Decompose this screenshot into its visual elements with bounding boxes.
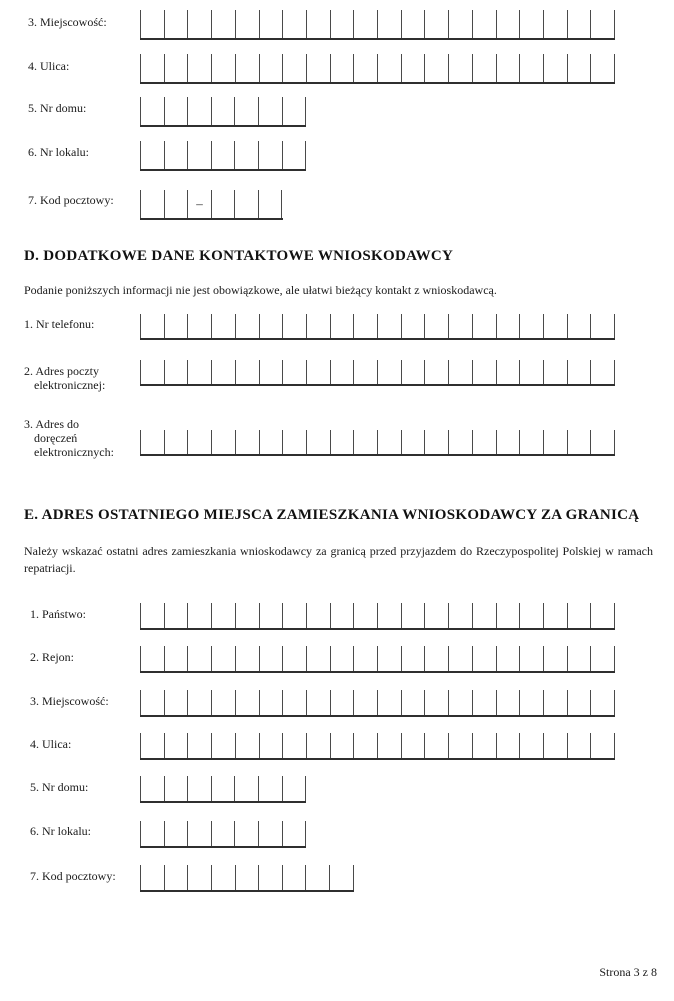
comb-cell[interactable] [567,360,591,384]
comb-cell[interactable] [282,690,306,715]
comb-cell[interactable] [211,646,235,671]
label-ulica: 4. Ulica: [30,737,72,751]
comb-cell[interactable] [401,646,425,671]
comb-cell[interactable] [590,690,615,715]
comb-cell[interactable] [235,690,259,715]
comb-cell[interactable] [590,733,615,758]
comb-cell[interactable] [306,360,330,384]
label-nr-domu: 5. Nr domu: [30,780,89,794]
label-adres-do-doreczen: 3. Adres do doręczeń elektronicznych: [24,417,114,459]
comb-cell[interactable] [235,314,259,338]
comb-field-ulica[interactable] [140,54,615,84]
comb-cell[interactable] [496,603,520,628]
comb-cell[interactable] [306,603,330,628]
comb-cell[interactable] [353,733,377,758]
comb-cell[interactable] [140,97,164,125]
comb-cell[interactable] [234,821,258,846]
section-d-title: D. DODATKOWE DANE KONTAKTOWE WNIOSKODAWCY [24,248,454,264]
comb-cell[interactable] [590,360,615,384]
label-miejscowosc: 3. Miejscowość: [30,694,109,708]
comb-cell[interactable] [259,646,283,671]
comb-cell[interactable] [401,430,425,454]
comb-cell[interactable] [448,314,472,338]
comb-cell[interactable] [164,690,188,715]
comb-cell[interactable] [330,314,354,338]
comb-cell[interactable] [140,733,164,758]
comb-cell[interactable] [259,690,283,715]
comb-cell[interactable] [211,10,235,38]
comb-cell[interactable] [519,646,543,671]
comb-cell[interactable] [543,690,567,715]
comb-cell[interactable] [187,865,211,890]
comb-cell[interactable] [424,360,448,384]
label-nr-lokalu: 6. Nr lokalu: [30,824,91,838]
comb-cell[interactable] [259,54,283,82]
comb-cell[interactable] [211,54,235,82]
comb-field-nr-lokalu[interactable] [140,821,306,848]
comb-cell[interactable] [330,54,354,82]
comb-cell[interactable] [377,430,401,454]
comb-cell[interactable] [140,314,164,338]
comb-cell[interactable] [282,603,306,628]
comb-cell[interactable] [211,190,235,218]
comb-cell[interactable] [258,821,282,846]
comb-cell[interactable] [330,10,354,38]
comb-cell[interactable] [259,10,283,38]
comb-cell[interactable] [187,97,211,125]
comb-cell[interactable] [424,690,448,715]
comb-cell[interactable] [377,360,401,384]
comb-cell[interactable] [472,430,496,454]
comb-cell[interactable] [211,97,235,125]
comb-cell[interactable] [306,54,330,82]
comb-cell[interactable] [496,733,520,758]
comb-cell[interactable] [448,430,472,454]
comb-cell[interactable] [567,10,591,38]
label-kod-pocztowy: 7. Kod pocztowy: [30,869,116,883]
comb-cell[interactable] [496,314,520,338]
comb-cell[interactable] [424,603,448,628]
comb-cell[interactable] [330,646,354,671]
comb-cell[interactable] [353,360,377,384]
comb-cell[interactable] [519,603,543,628]
comb-field-nr-domu[interactable] [140,97,306,127]
label-nr-domu: 5. Nr domu: [28,101,87,115]
comb-cell[interactable] [519,314,543,338]
comb-cell[interactable] [424,646,448,671]
comb-field-nr-domu[interactable] [140,776,306,803]
comb-cell[interactable] [519,54,543,82]
comb-cell[interactable] [306,10,330,38]
comb-cell[interactable] [330,430,354,454]
comb-cell[interactable] [306,733,330,758]
comb-cell[interactable] [164,141,188,169]
comb-cell[interactable] [140,690,164,715]
comb-cell[interactable] [282,10,306,38]
comb-cell[interactable] [590,430,615,454]
comb-cell[interactable] [496,690,520,715]
comb-cell[interactable] [235,865,259,890]
page-number: Strona 3 z 8 [599,965,657,979]
section-e-title: E. ADRES OSTATNIEGO MIEJSCA ZAMIESZKANIA WNIOSKODAWCY ZA GRANICĄ [24,507,640,523]
comb-cell[interactable] [543,314,567,338]
comb-cell[interactable] [140,646,164,671]
comb-cell[interactable] [164,54,188,82]
comb-cell[interactable] [353,10,377,38]
comb-cell[interactable] [424,10,448,38]
label-panstwo: 1. Państwo: [30,607,87,621]
comb-cell[interactable] [519,430,543,454]
comb-cell[interactable] [306,646,330,671]
comb-cell[interactable] [211,733,235,758]
comb-cell[interactable] [211,865,235,890]
comb-cell[interactable] [259,733,283,758]
comb-cell[interactable] [140,603,164,628]
comb-cell[interactable] [258,865,282,890]
comb-cell[interactable] [424,733,448,758]
comb-cell[interactable] [448,10,472,38]
comb-cell[interactable] [187,733,211,758]
comb-cell[interactable] [401,733,425,758]
comb-cell[interactable] [590,314,615,338]
comb-cell[interactable] [164,603,188,628]
comb-cell[interactable] [329,865,354,890]
comb-cell[interactable] [187,430,211,454]
comb-cell[interactable] [543,733,567,758]
comb-cell[interactable] [401,603,425,628]
comb-cell[interactable] [235,10,259,38]
comb-cell[interactable] [306,430,330,454]
comb-cell[interactable] [282,430,306,454]
comb-cell[interactable] [211,776,235,801]
comb-cell[interactable] [472,646,496,671]
comb-cell[interactable] [377,314,401,338]
comb-cell[interactable] [424,54,448,82]
comb-cell[interactable] [140,430,164,454]
comb-cell[interactable] [234,97,258,125]
comb-cell[interactable] [543,54,567,82]
comb-cell[interactable] [235,733,259,758]
comb-cell[interactable] [164,646,188,671]
comb-field-kod-pocztowy[interactable] [140,190,283,220]
comb-cell[interactable] [164,430,188,454]
label-ulica: 4. Ulica: [28,59,70,73]
comb-cell[interactable] [401,10,425,38]
comb-cell[interactable] [377,733,401,758]
comb-cell[interactable] [448,360,472,384]
comb-cell[interactable] [187,690,211,715]
comb-cell[interactable] [187,360,211,384]
comb-cell[interactable] [235,430,259,454]
comb-cell[interactable] [282,360,306,384]
comb-cell[interactable] [448,733,472,758]
comb-field-kod-pocztowy[interactable] [140,865,354,892]
comb-cell[interactable] [140,821,164,846]
comb-cell[interactable] [472,603,496,628]
comb-cell[interactable] [401,54,425,82]
comb-cell[interactable] [567,603,591,628]
comb-cell[interactable] [211,360,235,384]
comb-cell[interactable] [448,603,472,628]
comb-cell[interactable] [211,141,235,169]
label-nr-telefonu: 1. Nr telefonu: [24,317,95,331]
comb-cell[interactable] [590,54,615,82]
comb-cell[interactable] [282,733,306,758]
comb-cell[interactable] [567,733,591,758]
comb-cell[interactable] [401,360,425,384]
comb-cell[interactable] [140,360,164,384]
comb-cell[interactable] [472,314,496,338]
comb-cell[interactable] [330,690,354,715]
comb-cell[interactable] [543,10,567,38]
comb-cell[interactable] [496,54,520,82]
section-d-note: Podanie poniższych informacji nie jest obowiązkowe, ale ułatwi bieżący kontakt z wnioskodawcą. [24,283,497,297]
comb-cell[interactable] [306,314,330,338]
comb-cell[interactable] [211,314,235,338]
comb-cell[interactable] [211,430,235,454]
comb-field-nr-telefonu[interactable] [140,314,615,340]
comb-cell[interactable] [472,10,496,38]
comb-cell[interactable] [496,646,520,671]
comb-cell[interactable] [187,314,211,338]
comb-cell[interactable] [448,690,472,715]
comb-cell[interactable] [282,865,306,890]
comb-cell[interactable] [330,603,354,628]
comb-cell[interactable] [448,646,472,671]
comb-cell[interactable] [164,733,188,758]
comb-cell[interactable] [543,603,567,628]
comb-cell[interactable] [187,646,211,671]
comb-cell[interactable] [164,821,188,846]
comb-cell[interactable] [353,690,377,715]
comb-cell[interactable] [164,776,188,801]
comb-cell[interactable] [519,10,543,38]
comb-cell[interactable] [282,821,307,846]
comb-cell[interactable] [496,430,520,454]
comb-cell[interactable] [140,865,164,890]
comb-cell[interactable] [567,54,591,82]
label-miejscowosc: 3. Miejscowość: [28,15,107,29]
comb-cell[interactable] [235,646,259,671]
comb-cell[interactable] [448,54,472,82]
comb-cell[interactable] [140,776,164,801]
comb-cell[interactable] [259,430,283,454]
comb-cell[interactable] [282,97,307,125]
comb-cell[interactable] [590,603,615,628]
comb-cell[interactable] [187,776,211,801]
comb-cell[interactable] [377,603,401,628]
comb-cell[interactable] [164,865,188,890]
label-kod-pocztowy: 7. Kod pocztowy: [28,193,114,207]
comb-cell[interactable] [164,97,188,125]
comb-cell[interactable] [140,141,164,169]
comb-cell[interactable] [305,865,329,890]
comb-cell[interactable] [472,690,496,715]
comb-cell[interactable] [187,54,211,82]
comb-cell[interactable] [258,141,282,169]
postal-dash-cell: – [187,190,211,218]
comb-cell[interactable] [282,141,307,169]
label-adres-poczty: 2. Adres poczty elektronicznej: [24,364,106,392]
comb-cell[interactable] [259,603,283,628]
comb-field-adres-poczty[interactable] [140,360,615,386]
comb-cell[interactable] [235,360,259,384]
label-rejon: 2. Rejon: [30,650,74,664]
comb-cell[interactable] [282,314,306,338]
comb-field-adres-do-doreczen[interactable] [140,430,615,456]
comb-field-panstwo[interactable] [140,603,615,630]
comb-field-rejon[interactable] [140,646,615,673]
comb-cell[interactable] [424,430,448,454]
comb-cell[interactable] [472,733,496,758]
comb-cell[interactable] [282,646,306,671]
comb-cell[interactable] [590,10,615,38]
comb-cell[interactable] [140,54,164,82]
comb-cell[interactable] [567,430,591,454]
comb-cell[interactable] [353,646,377,671]
label-nr-lokalu: 6. Nr lokalu: [28,145,89,159]
comb-cell[interactable] [567,314,591,338]
comb-cell[interactable] [164,360,188,384]
comb-cell[interactable] [235,603,259,628]
comb-cell[interactable] [353,314,377,338]
comb-cell[interactable] [519,360,543,384]
comb-cell[interactable] [258,190,283,218]
comb-cell[interactable] [377,690,401,715]
comb-cell[interactable] [496,10,520,38]
comb-cell[interactable] [353,430,377,454]
comb-cell[interactable] [424,314,448,338]
comb-cell[interactable] [211,690,235,715]
comb-cell[interactable] [235,54,259,82]
comb-cell[interactable] [567,646,591,671]
comb-cell[interactable] [234,190,258,218]
comb-cell[interactable] [377,646,401,671]
comb-cell[interactable] [258,776,282,801]
comb-cell[interactable] [258,97,282,125]
comb-cell[interactable] [164,190,188,218]
comb-field-miejscowosc[interactable] [140,10,615,40]
comb-cell[interactable] [187,10,211,38]
comb-field-nr-lokalu[interactable] [140,141,306,171]
comb-cell[interactable] [472,360,496,384]
comb-cell[interactable] [164,10,188,38]
comb-cell[interactable] [306,690,330,715]
comb-cell[interactable] [187,603,211,628]
comb-cell[interactable] [282,54,306,82]
comb-cell[interactable] [164,314,188,338]
comb-cell[interactable] [543,430,567,454]
comb-cell[interactable] [567,690,591,715]
comb-cell[interactable] [259,314,283,338]
comb-cell[interactable] [519,690,543,715]
comb-cell[interactable] [353,54,377,82]
comb-cell[interactable] [496,360,520,384]
comb-cell[interactable] [543,360,567,384]
comb-cell[interactable] [140,10,164,38]
comb-cell[interactable] [543,646,567,671]
comb-cell[interactable] [353,603,377,628]
comb-cell[interactable] [472,54,496,82]
comb-field-ulica[interactable] [140,733,615,760]
section-e-note: Należy wskazać ostatni adres zamieszkania wnioskodawcy za granicą przed przyjazdem do Rzeczypospolitej Polskiej w ramach repatriacji. [24,544,653,575]
comb-cell[interactable] [234,141,258,169]
comb-cell[interactable] [211,821,235,846]
comb-cell[interactable] [330,733,354,758]
comb-cell[interactable] [519,733,543,758]
comb-cell[interactable] [140,190,164,218]
comb-field-miejscowosc[interactable] [140,690,615,717]
comb-cell[interactable] [377,54,401,82]
comb-cell[interactable] [234,776,258,801]
comb-cell[interactable] [377,10,401,38]
comb-cell[interactable] [187,141,211,169]
comb-cell[interactable] [401,690,425,715]
comb-cell[interactable] [211,603,235,628]
comb-cell[interactable] [401,314,425,338]
comb-cell[interactable] [590,646,615,671]
comb-cell[interactable] [187,821,211,846]
comb-cell[interactable] [259,360,283,384]
comb-cell[interactable] [282,776,307,801]
comb-cell[interactable] [330,360,354,384]
